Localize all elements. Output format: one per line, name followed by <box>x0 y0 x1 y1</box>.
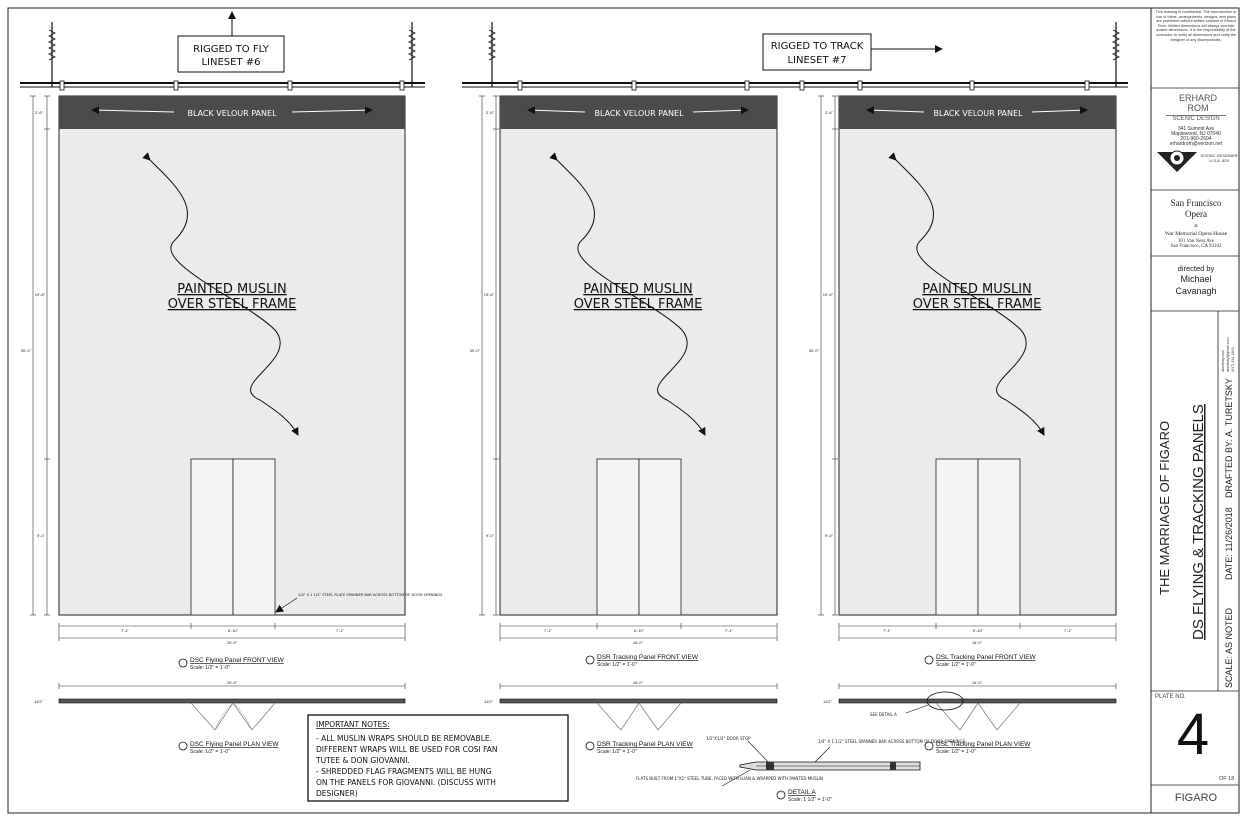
view-title: DSC Flying Panel FRONT VIEW <box>190 657 284 664</box>
plan-depth: 11/2" <box>484 699 493 704</box>
dim-width: 20'-0" <box>226 640 238 645</box>
door-swing <box>936 703 1020 730</box>
plan-panel <box>59 699 405 703</box>
directed-by-label: directed by <box>1177 264 1215 273</box>
plan-width: 20'-0" <box>226 680 238 685</box>
view-marker <box>586 742 594 750</box>
detail-title: DETAIL A <box>788 789 816 796</box>
view-scale: Scale: 1/2" = 1'-0" <box>597 749 637 755</box>
dim-side-left: 7'-1" <box>121 628 129 633</box>
dim-side-left: 7'-1" <box>883 628 891 633</box>
designer-phone: 201-960-2604 <box>1180 136 1212 142</box>
door-swing <box>597 703 681 730</box>
velour-label: BLACK VELOUR PANEL <box>933 109 1023 118</box>
plan-panel <box>839 699 1116 703</box>
notes-line: TUTEE & DON GIOVANNI. <box>316 756 410 765</box>
dim-overall: 30'-0" <box>20 348 31 353</box>
dim-lower: 9'-0" <box>486 533 494 538</box>
door-opening-right <box>639 459 681 615</box>
door-opening-right <box>233 459 275 615</box>
plan-width: 16'-0" <box>971 680 983 685</box>
dim-top-band: 2'-6" <box>35 110 43 115</box>
door-swing <box>191 703 275 730</box>
view-scale: Scale: 1/2" = 1'-0" <box>936 662 976 668</box>
dim-width: 16'-0" <box>971 640 983 645</box>
director-name-1: Michael <box>1180 274 1212 284</box>
dim-overall: 30'-0" <box>808 348 819 353</box>
plate-label: PLATE NO. <box>1155 694 1186 700</box>
drafter-contact-3: (917) 434-4843 <box>1231 347 1235 372</box>
venue-address-1: 301 Van Ness Ave <box>1177 239 1215 244</box>
door-opening-left <box>191 459 233 615</box>
detail-scale: Scale: 1 1/2" = 1'-0" <box>788 797 832 803</box>
drafter-contact-2: aturetsky@gmail.com <box>1226 337 1230 372</box>
notes-line: DESIGNER) <box>316 789 358 798</box>
designer-name: ERHARD ROM <box>1178 93 1217 113</box>
leader-spanner <box>815 747 830 762</box>
dim-width: 16'-0" <box>632 640 644 645</box>
view-scale: Scale: 1/2" = 1'-0" <box>190 749 230 755</box>
dim-top-band: 2'-6" <box>825 110 833 115</box>
designer-email: erhardrom@verizon.net <box>1169 141 1223 147</box>
door-opening-right <box>978 459 1020 615</box>
view-scale: Scale: 1/2" = 1'-0" <box>597 662 637 668</box>
dim-overall: 30'-0" <box>469 348 480 353</box>
dim-mid: 19'-6" <box>483 292 494 297</box>
drafted-by-label: DRAFTED BY: A. TURETSKY <box>1224 378 1234 498</box>
muslin-label-1: PAINTED MUSLIN <box>177 282 287 297</box>
leader-door-stop <box>748 741 768 762</box>
notes-line: - SHREDDED FLAG FRAGMENTS WILL BE HUNG <box>316 767 492 776</box>
detail-note-flats: FLATS BUILT FROM 1"X1" STEEL TUBE, FACED WITH LUAN & WRAPPED WITH PAINTED MUSLIN <box>636 776 824 781</box>
venue-at: at <box>1194 224 1198 229</box>
dim-side-right: 7'-1" <box>336 628 344 633</box>
plate-number: 4 <box>1176 702 1210 767</box>
dim-side-right: 7'-1" <box>1064 628 1072 633</box>
company-name-2: Opera <box>1185 209 1207 219</box>
panel-dsc-flying <box>21 96 443 645</box>
dim-side-left: 7'-1" <box>544 628 552 633</box>
view-title: DSL Tracking Panel PLAN VIEW <box>936 741 1031 748</box>
velour-label: BLACK VELOUR PANEL <box>187 109 277 118</box>
fly-callout-text-1: RIGGED TO FLY <box>193 44 269 55</box>
dim-mid: 19'-6" <box>34 292 45 297</box>
notes-line: ON THE PANELS FOR GIOVANNI. (DISCUSS WITH <box>316 778 496 787</box>
sheet-title: DS FLYING & TRACKING PANELS <box>1190 404 1207 640</box>
fly-callout-text-2: LINESET #6 <box>201 57 261 68</box>
view-marker <box>925 656 933 664</box>
plan-depth: 11/2" <box>823 699 832 704</box>
view-title: DSR Tracking Panel PLAN VIEW <box>597 741 693 748</box>
muslin-label-2: OVER STEEL FRAME <box>573 297 703 312</box>
dim-top-band: 2'-6" <box>486 110 494 115</box>
union-local: U.S.A. 829 <box>1209 158 1229 163</box>
director-name-2: Cavanagh <box>1175 286 1217 296</box>
company-name-1: San Francisco <box>1170 198 1222 208</box>
view-marker <box>179 742 187 750</box>
venue-address-2: San Francisco, CA 94102 <box>1170 244 1222 249</box>
date-label: DATE: 11/26/2018 <box>1224 507 1234 580</box>
panel-dsl-tracking <box>809 96 1116 645</box>
view-scale: Scale: 1/2" = 1'-0" <box>936 749 976 755</box>
detail-note-spanner: 1/4" X 1 1/2" STEEL SPANNER BAR ACROSS BOTTOM OF DOOR OPENINGS <box>818 739 966 744</box>
designer-address-1: 341 Summit Ave <box>1177 126 1215 132</box>
plan-width: 16'-0" <box>632 680 644 685</box>
track-callout-text-1: RIGGED TO TRACK <box>770 41 864 52</box>
muslin-label-2: OVER STEEL FRAME <box>912 297 1042 312</box>
muslin-label-1: PAINTED MUSLIN <box>583 282 693 297</box>
drafter-contact-1: aturetsky.com <box>1221 349 1225 372</box>
plate-of-total: OF 18 <box>1219 776 1235 782</box>
dim-door: 6'-10" <box>633 628 645 633</box>
see-detail-label: SEE DETAIL A <box>870 712 897 717</box>
velour-label: BLACK VELOUR PANEL <box>594 109 684 118</box>
scale-label: SCALE: AS NOTED <box>1224 607 1234 688</box>
muslin-label-2: OVER STEEL FRAME <box>167 297 297 312</box>
important-notes <box>308 715 568 801</box>
dim-lower: 9'-0" <box>825 533 833 538</box>
notes-heading: IMPORTANT NOTES: <box>316 720 390 729</box>
plate-note: 1/4" X 1 1/2" STEEL PLATE SPANNER BAR ACROSS BOTTOM OF DOOR OPENINGS <box>298 593 443 597</box>
union-logo-icon <box>1157 151 1197 172</box>
plan-depth: 11/2" <box>34 699 43 704</box>
dim-side-right: 7'-1" <box>725 628 733 633</box>
view-marker <box>179 659 187 667</box>
disclaimer-text: This drawing is confidential. The reproduction or use of ideas, arrangements, designs, and plans are prohibited without written consent of Erhard Rom. Written dimensions will always override scaled dimensions. It is the responsibility of the contractor to verify all dimensions and notify the designer of any discrepancies. <box>1155 10 1237 42</box>
view-title: DSL Tracking Panel FRONT VIEW <box>936 654 1036 661</box>
notes-line: DIFFERENT WRAPS WILL BE USED FOR COSI FAN <box>316 745 498 754</box>
view-marker <box>586 656 594 664</box>
dim-mid: 19'-6" <box>822 292 833 297</box>
venue-name: War Memorial Opera House <box>1164 231 1228 237</box>
dim-lower: 9'-0" <box>37 533 45 538</box>
panel-dsr-tracking <box>470 96 777 645</box>
view-marker <box>777 791 785 799</box>
plan-panel <box>500 699 777 703</box>
show-name: FIGARO <box>1174 792 1218 804</box>
view-scale: Scale: 1/2" = 1'-0" <box>190 665 230 671</box>
union-label: SCENIC DESIGNER <box>1200 153 1238 158</box>
designer-role: SCENIC DESIGN <box>1166 115 1226 122</box>
track-callout-text-2: LINESET #7 <box>787 55 847 66</box>
dim-door: 6'-10" <box>972 628 984 633</box>
door-opening-left <box>936 459 978 615</box>
production-title: THE MARRIAGE OF FIGARO <box>1157 420 1172 595</box>
designer-address-2: Maplewood, NJ 07040 <box>1171 131 1221 137</box>
door-opening-left <box>597 459 639 615</box>
front-view-titles <box>179 654 1037 671</box>
view-title: DSC Flying Panel PLAN VIEW <box>190 741 279 748</box>
detail-note-door-stop: 1/2"X1/2" DOOR STOP <box>706 736 751 741</box>
dim-door: 6'-10" <box>227 628 239 633</box>
notes-line: - ALL MUSLIN WRAPS SHOULD BE REMOVABLE. <box>316 734 493 743</box>
muslin-label-1: PAINTED MUSLIN <box>922 282 1032 297</box>
view-title: DSR Tracking Panel FRONT VIEW <box>597 654 699 661</box>
